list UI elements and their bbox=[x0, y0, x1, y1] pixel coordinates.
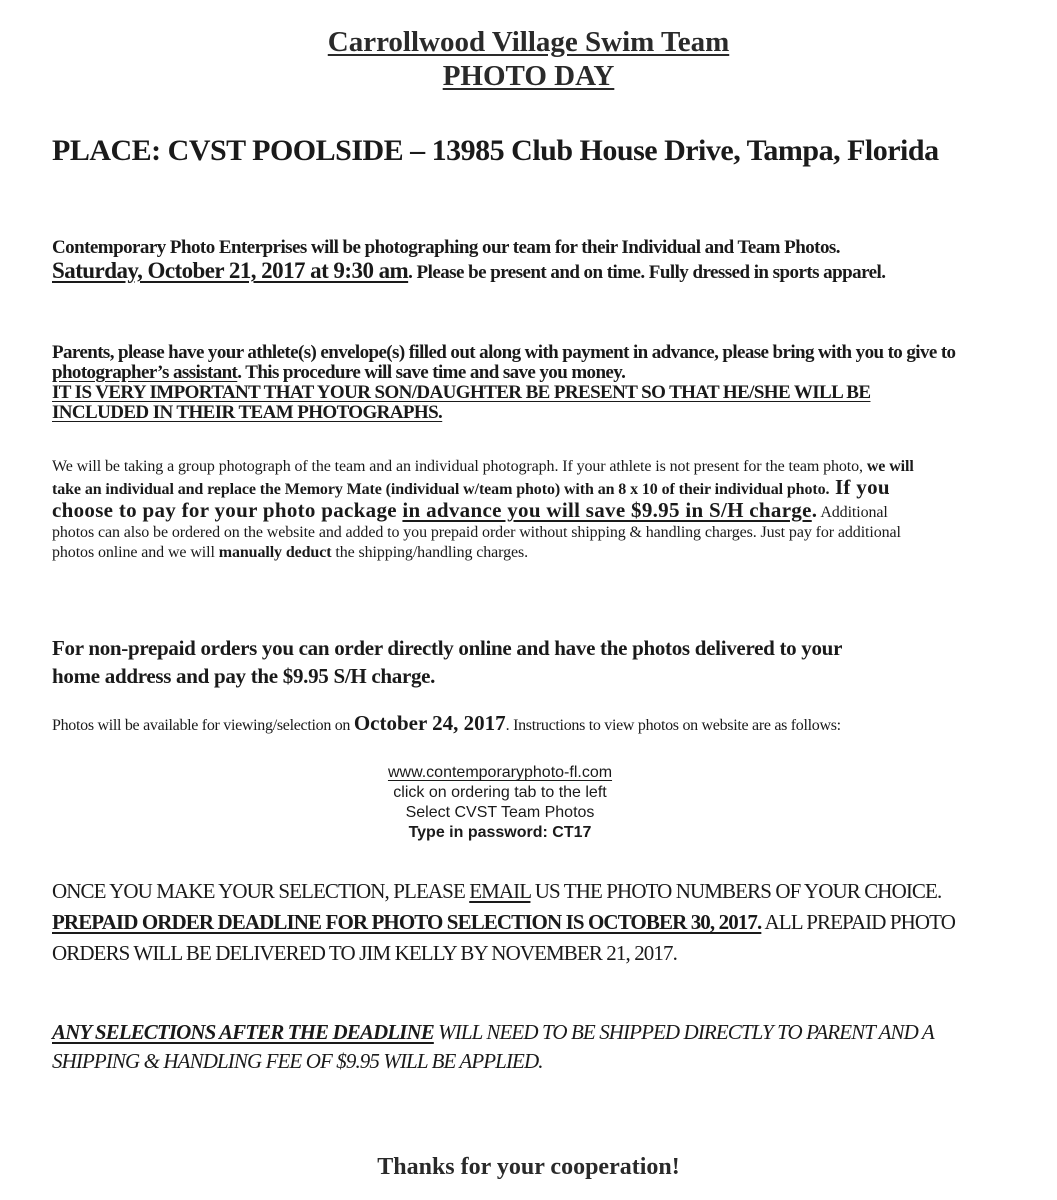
parents-paragraph bbox=[52, 343, 1012, 423]
place-heading: PLACE: CVST POOLSIDE – 13985 Club House Drive, Tampa, Florida bbox=[52, 134, 939, 167]
email-text: EMAIL bbox=[469, 879, 531, 903]
event-date: Saturday, October 21, 2017 at 9:30 am bbox=[52, 258, 409, 283]
viewing-text: Photos will be available for viewing/selection on bbox=[52, 717, 354, 734]
document-title: Carrollwood Village Swim Team bbox=[327, 26, 730, 58]
instruction-step-1: click on ordering tab to the left bbox=[393, 784, 607, 801]
group-photo-paragraph bbox=[52, 457, 932, 563]
document-subtitle: PHOTO DAY bbox=[442, 60, 615, 92]
instruction-step-2: Select CVST Team Photos bbox=[405, 804, 595, 821]
intro-paragraph bbox=[52, 236, 1012, 284]
selection-paragraph bbox=[52, 876, 1012, 969]
after-deadline-text: WILL NEED TO BE SHIPPED DIRECTLY TO PARENT AND A SHIPPING & HANDLING FEE OF $9.95 WILL BE APPLIED. bbox=[52, 1020, 934, 1073]
memory-mate-note: we will take an individual and replace the Memory Mate (individual w/team photo) with an 8 x 10 of their individual photo. bbox=[52, 458, 914, 498]
savings-period: . bbox=[811, 498, 818, 522]
password-instruction: Type in password: CT17 bbox=[408, 824, 592, 841]
additional-photos-text: Additional photos can also be ordered on the website and added to you prepaid order without shipping & handling charges. Just pay for additional photos online and we will bbox=[52, 504, 901, 561]
website-link[interactable]: www.contemporaryphoto-fl.com bbox=[387, 764, 613, 781]
website-instructions bbox=[0, 763, 1000, 843]
selection-text: ONCE YOU MAKE YOUR SELECTION, PLEASE bbox=[52, 879, 470, 903]
after-deadline-lead: ANY SELECTIONS AFTER THE DEADLINE bbox=[52, 1020, 434, 1044]
viewing-date: October 24, 2017 bbox=[353, 711, 506, 735]
charges-text: the shipping/handling charges. bbox=[331, 544, 529, 561]
assistant-text: photographer’s assistant bbox=[52, 362, 238, 383]
parents-text: Parents, please have your athlete(s) envelope(s) filled out along with payment in advance, please bring with you to give to bbox=[52, 342, 956, 363]
parents-text-end: . This procedure will save time and save you money. bbox=[237, 362, 626, 383]
prepay-note: If you choose to pay for your photo package bbox=[52, 475, 890, 522]
selection-text-2: US THE PHOTO NUMBERS OF YOUR CHOICE. bbox=[530, 879, 942, 903]
delivery-text: ALL PREPAID PHOTO ORDERS WILL BE DELIVERED TO JIM KELLY BY NOVEMBER 21, 2017. bbox=[52, 910, 955, 965]
thanks-closing: Thanks for your cooperation! bbox=[377, 1154, 680, 1180]
important-notice: IT IS VERY IMPORTANT THAT YOUR SON/DAUGHTER BE PRESENT SO THAT HE/SHE WILL BE INCLUDED IN THEIR TEAM PHOTOGRAPHS. bbox=[52, 382, 871, 423]
savings-note: in advance you will save $9.95 in S/H charge bbox=[402, 498, 812, 522]
non-prepaid-paragraph: For non-prepaid orders you can order directly online and have the photos delivered to your home address and pay the $9.95 S/H charge. bbox=[52, 636, 842, 688]
after-deadline-paragraph bbox=[52, 1018, 1012, 1076]
prepaid-deadline: PREPAID ORDER DEADLINE FOR PHOTO SELECTION IS OCTOBER 30, 2017. bbox=[52, 910, 762, 934]
viewing-paragraph bbox=[52, 713, 952, 736]
manual-deduct: manually deduct bbox=[218, 544, 332, 561]
intro-line: Contemporary Photo Enterprises will be photographing our team for their Individual and Team Photos. bbox=[52, 237, 840, 258]
viewing-text-end: . Instructions to view photos on website are as follows: bbox=[505, 717, 841, 734]
group-text: We will be taking a group photograph of the team and an individual photograph. If your athlete is not present for the team photo, bbox=[52, 458, 867, 475]
intro-instructions: . Please be present and on time. Fully dressed in sports apparel. bbox=[408, 262, 886, 283]
